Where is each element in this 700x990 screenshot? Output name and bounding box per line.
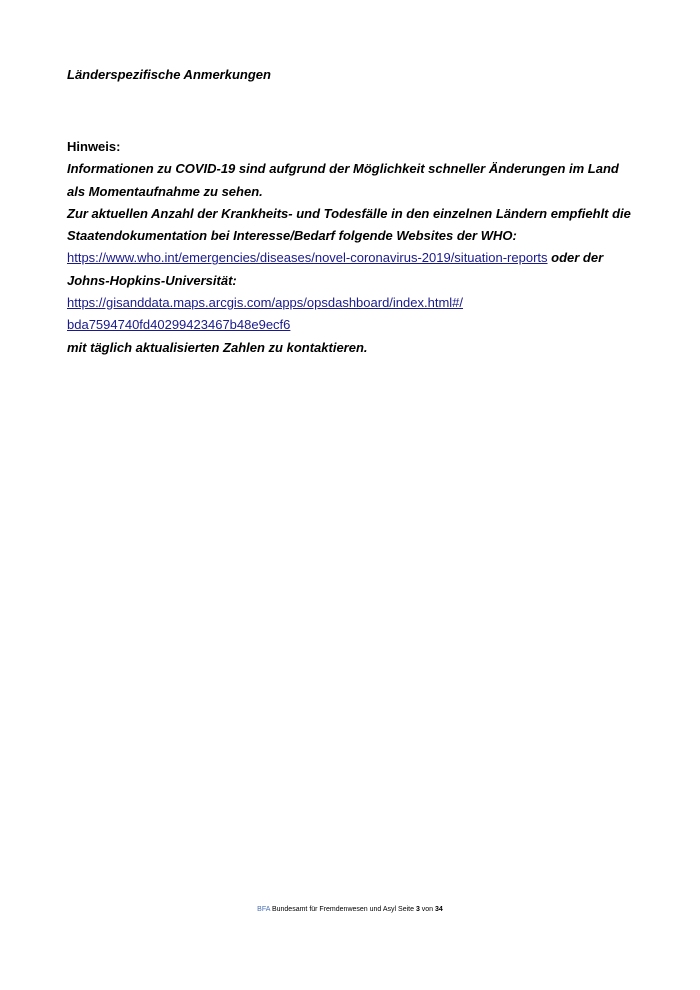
jhu-link-line-1	[67, 292, 667, 314]
who-link-suffix: oder der	[547, 250, 604, 266]
hint-text-line-jhu: Johns-Hopkins-Universität:	[67, 272, 237, 288]
footer-of-label: von	[419, 906, 436, 913]
jhu-dashboard-link-part-2[interactable]: bda7594740fd40299423467b48e9ecf6	[67, 317, 291, 333]
page-footer	[0, 905, 700, 915]
hint-text-line-3: Zur aktuellen Anzahl der Krankheits- und Todesfälle in den einzelnen Ländern empfiehlt die	[67, 205, 631, 221]
jhu-dashboard-link-part-1[interactable]: https://gisanddata.maps.arcgis.com/apps/opsdashboard/index.html#/	[67, 295, 464, 311]
hint-label: Hinweis:	[67, 139, 121, 154]
section-title: Länderspezifische Anmerkungen	[67, 67, 271, 82]
footer-brand: BFA	[257, 906, 271, 913]
hint-text-line-4: Staatendokumentation bei Interesse/Bedarf folgende Websites der WHO:	[67, 228, 517, 244]
hint-text-line-1: Informationen zu COVID-19 sind aufgrund der Möglichkeit schneller Änderungen im Land	[67, 161, 619, 177]
footer-page-total: 34	[435, 906, 443, 913]
jhu-link-line-2	[67, 314, 667, 336]
who-situation-reports-link[interactable]: https://www.who.int/emergencies/diseases/novel-coronavirus-2019/situation-reports	[67, 250, 548, 266]
hint-text-line-2: als Momentaufnahme zu sehen.	[67, 183, 263, 199]
who-link-line	[67, 247, 667, 269]
hint-text-line-final: mit täglich aktualisierten Zahlen zu kontaktieren.	[67, 339, 368, 355]
footer-org: Bundesamt für Fremdenwesen und Asyl Seite	[270, 906, 416, 913]
footer-page-current: 3	[415, 906, 420, 913]
hint-block	[67, 136, 667, 359]
